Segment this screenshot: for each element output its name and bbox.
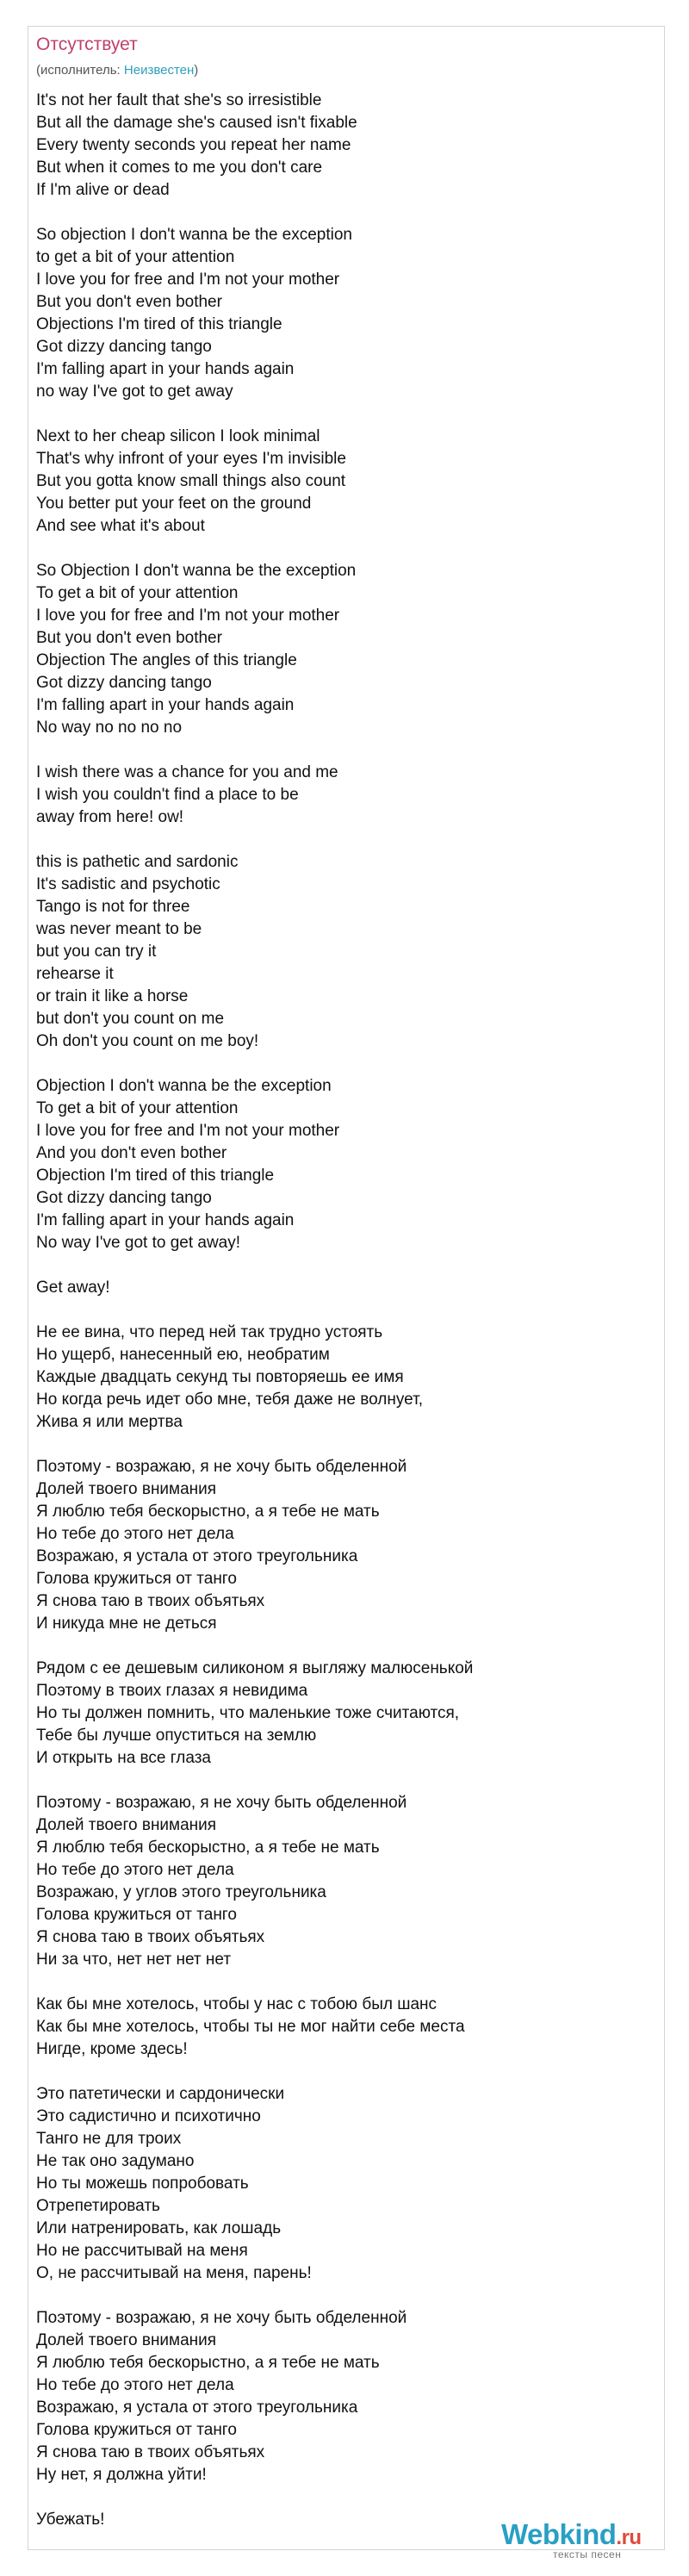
lyrics-stanza: So objection I don't wanna be the exception to get a bit of your attention I love you for free and I'm not your mother But you don't even bother Objections I'm tired of this triangle Got dizzy dancing tango I'm falling apart in your hands again no way I've got to get away [36, 226, 353, 401]
lyrics-stanza: Не ее вина, что перед ней так трудно устоять Но ущерб, нанесенный ею, необратим Каждые двадцать секунд ты повторяешь ее имя Но когда речь идет обо мне, тебя даже не волнует, Жива я или мертва [36, 1323, 423, 1431]
lyrics-text [36, 90, 656, 2554]
lyrics-stanza: Get away! [36, 1279, 110, 1297]
logo-tld: .ru [616, 2526, 642, 2549]
lyrics-stanza: this is pathetic and sardonic It's sadistic and psychotic Tango is not for three was never meant to be but you can try it rehearse it or train it like a horse but don't you count on me Oh don't you count on me boy! [36, 853, 259, 1050]
logo-brand-name: Webkind [501, 2518, 617, 2550]
artist-suffix: ) [194, 63, 199, 78]
lyrics-stanza: Убежать! [36, 2511, 105, 2529]
lyrics-stanza: Поэтому - возражаю, я не хочу быть обделенной Долей твоего внимания Я люблю тебя бескорыстно, а я тебе не мать Но тебе до этого нет дела Возражаю, я устала от этого треугольника Голова кружиться от танго Я снова таю в твоих объятьях И никуда мне не деться [36, 1458, 407, 1633]
lyrics-stanza: Next to her cheap silicon I look minimal That's why infront of your eyes I'm invisible But you gotta know small things also count You better put your feet on the ground And see what it's about [36, 427, 346, 535]
lyrics-stanza: Как бы мне хотелось, чтобы у нас с тобою был шанс Как бы мне хотелось, чтобы ты не мог найти себе места Нигде, кроме здесь! [36, 1995, 465, 2058]
lyrics-stanza: Objection I don't wanna be the exception To get a bit of your attention I love you for free and I'm not your mother And you don't even bother Objection I'm tired of this triangle Got dizzy dancing tango I'm falling apart in your hands again No way I've got to get away! [36, 1077, 340, 1252]
logo-tagline: тексты песен [553, 2548, 622, 2560]
lyrics-stanza: It's not her fault that she's so irresistible But all the damage she's caused isn't fixable Every twenty seconds you repeat her name But when it comes to me you don't care If I'm alive or dead [36, 91, 357, 199]
lyrics-stanza: I wish there was a chance for you and me I wish you couldn't find a place to be away from here! ow! [36, 763, 338, 826]
artist-prefix: (исполнитель: [36, 63, 121, 78]
song-title: Отсутствует [36, 34, 138, 54]
lyrics-stanza: Это патетически и сардонически Это садистично и психотично Танго не для троих Не так оно задумано Но ты можешь попробовать Отрепетировать Или натренировать, как лошадь Но не рассчитывай на меня О, не рассчитывай на меня, парень! [36, 2085, 312, 2282]
artist-link[interactable]: Неизвестен [123, 63, 195, 78]
lyrics-stanza: So Objection I don't wanna be the exception To get a bit of your attention I love you for free and I'm not your mother But you don't even bother Objection The angles of this triangle Got dizzy dancing tango I'm falling apart in your hands again No way no no no no [36, 562, 357, 737]
lyrics-stanza: Рядом с ее дешевым силиконом я выгляжу малюсенькой Поэтому в твоих глазах я невидима Но ты должен помнить, что маленькие тоже считаются, Тебе бы лучше опуститься на землю И открыть на все глаза [36, 1659, 474, 1767]
artist-line [36, 62, 198, 79]
lyrics-stanza: Поэтому - возражаю, я не хочу быть обделенной Долей твоего внимания Я люблю тебя бескорыстно, а я тебе не мать Но тебе до этого нет дела Возражаю, у углов этого треугольника Голова кружиться от танго Я снова таю в твоих объятьях Ни за что, нет нет нет нет [36, 1794, 407, 1969]
webkind-logo[interactable] [501, 2517, 665, 2564]
lyrics-stanza: Поэтому - возражаю, я не хочу быть обделенной Долей твоего внимания Я люблю тебя бескорыстно, а я тебе не мать Но тебе до этого нет дела Возражаю, я устала от этого треугольника Голова кружиться от танго Я снова таю в твоих объятьях Ну нет, я должна уйти! [36, 2309, 407, 2484]
